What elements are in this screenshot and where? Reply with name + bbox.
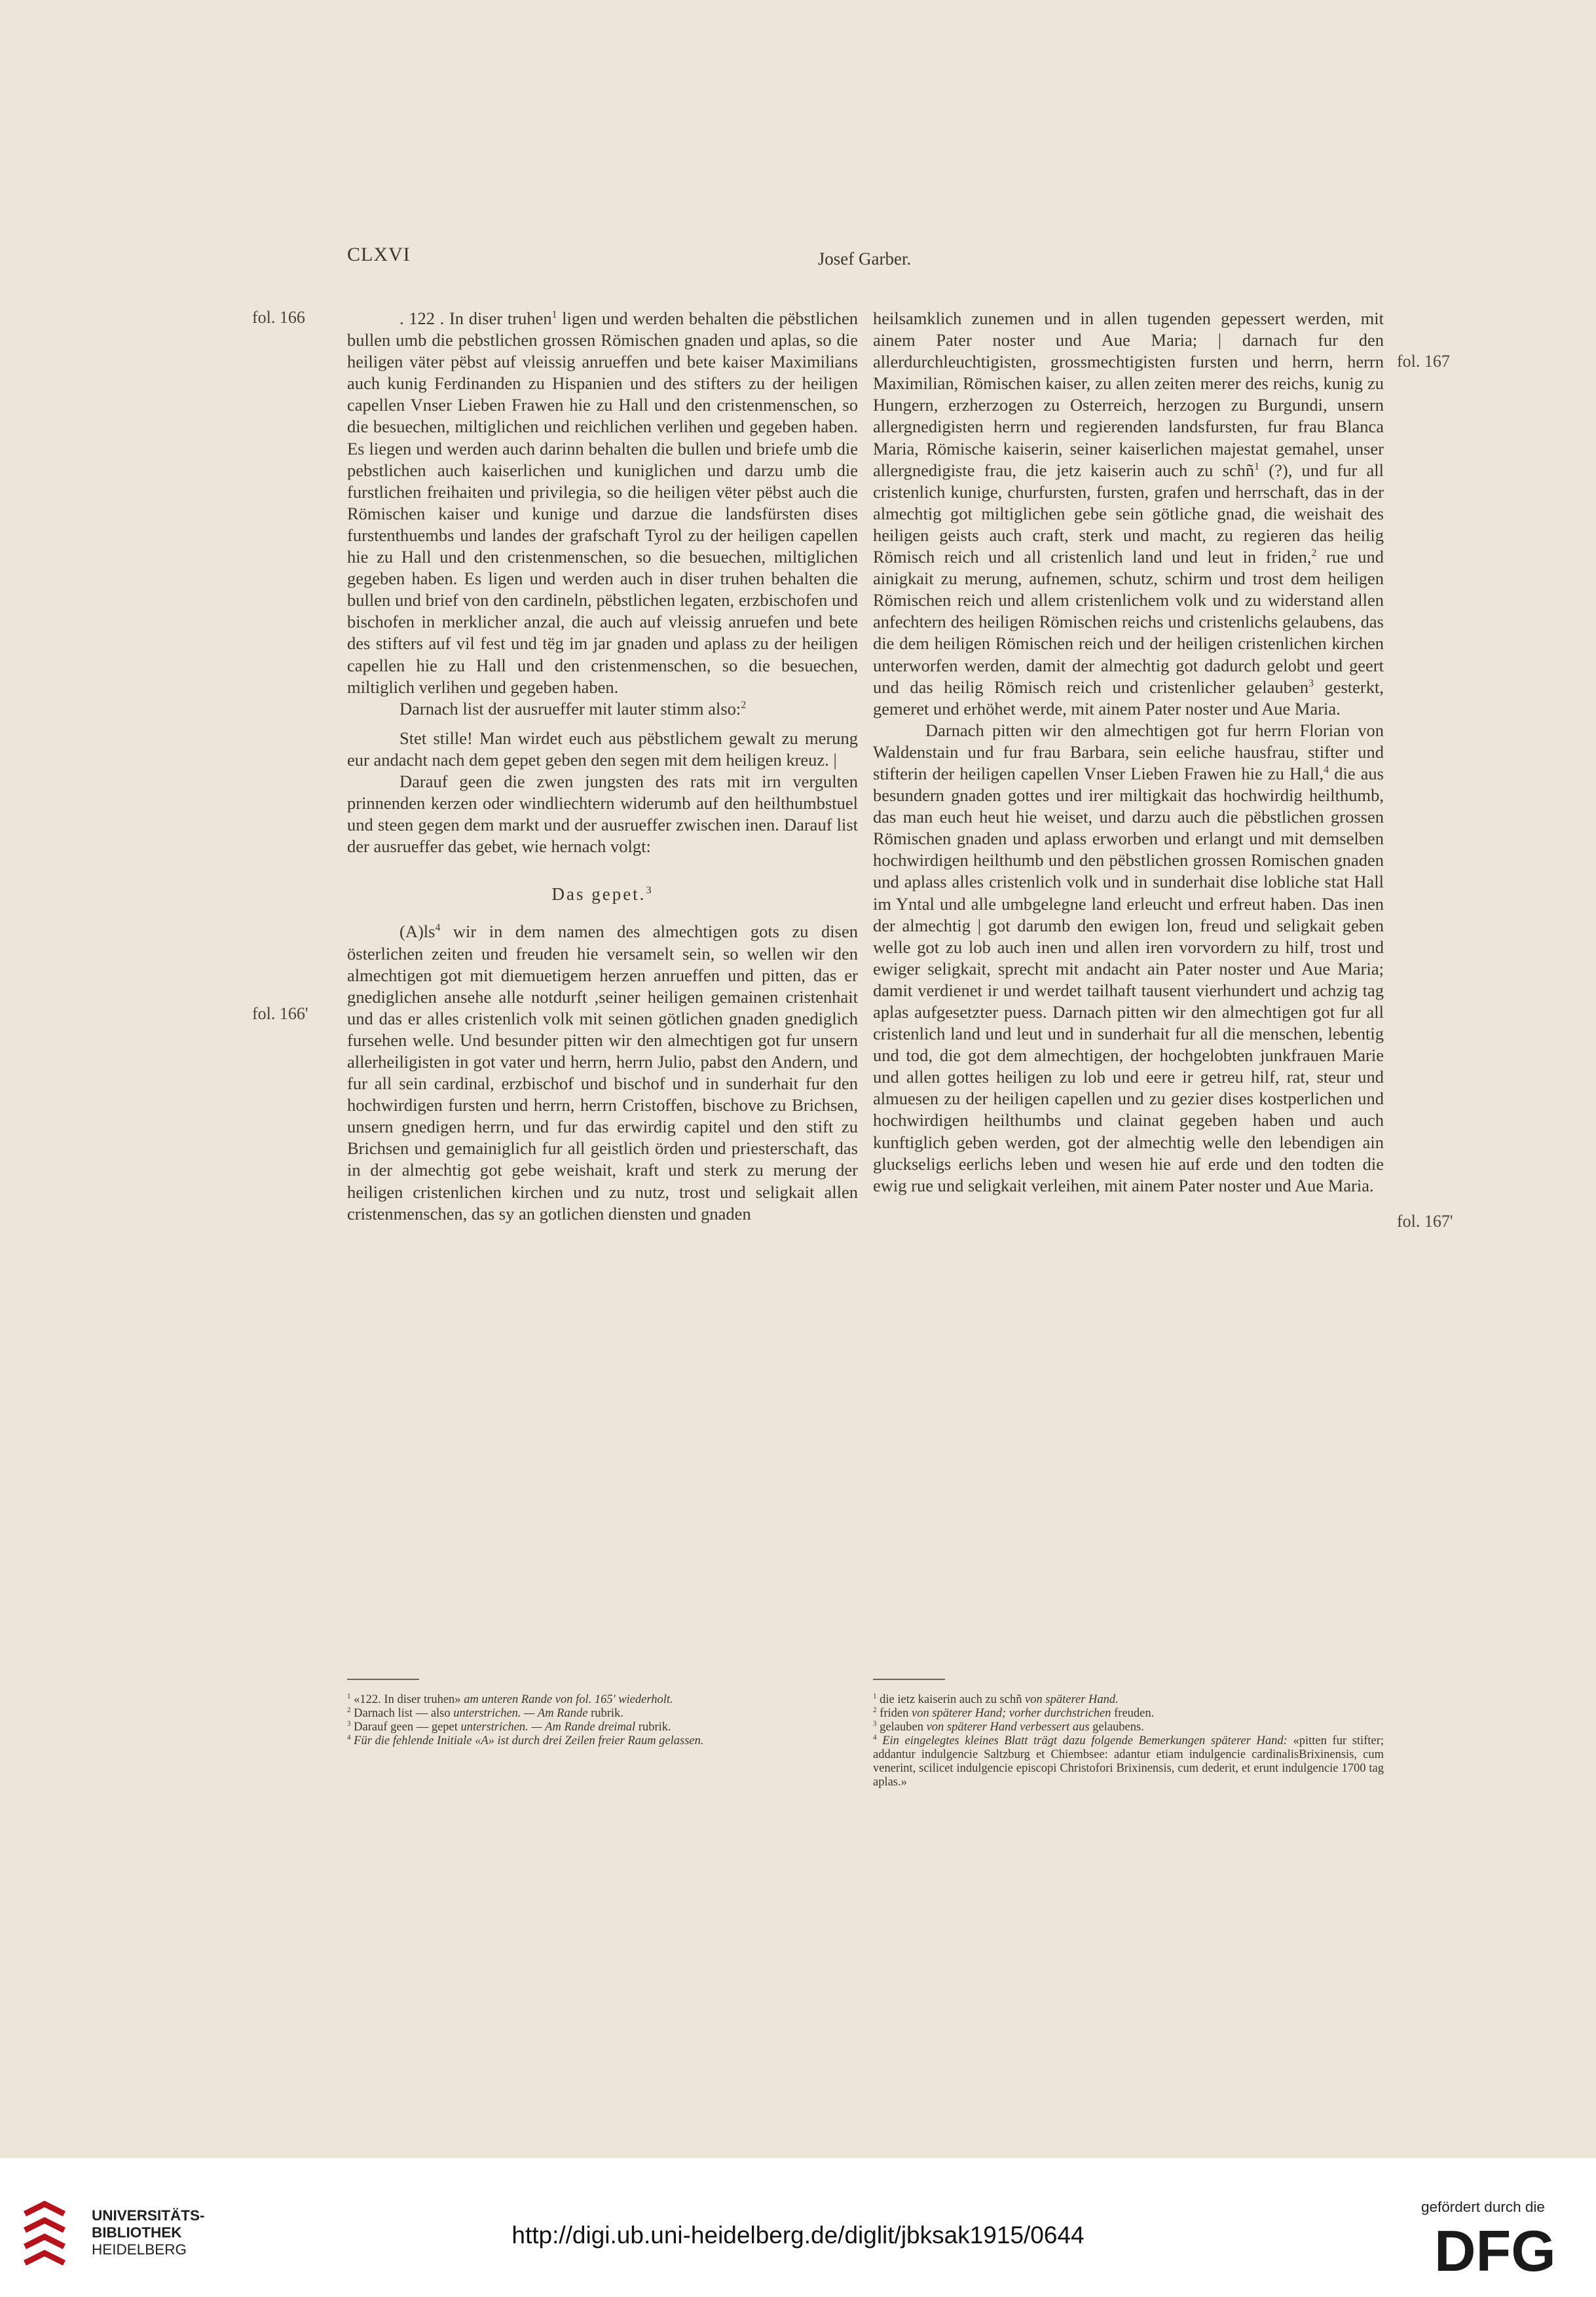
- margin-note-fol-167: fol. 167: [1397, 352, 1450, 371]
- running-title: Josef Garber.: [817, 249, 912, 269]
- entry-number: . 122 .: [399, 308, 445, 328]
- left-column: [347, 308, 858, 1225]
- footnote: $^1$ die ietz kaiserin auch zu schñ von späterer Hand.: [873, 1692, 1119, 1706]
- paragraph: Darnach list der ausrueffer mit lauter stimm also:$^2$: [399, 698, 747, 719]
- margin-note-fol-166v: fol. 166': [252, 1004, 308, 1023]
- right-column: [873, 308, 1384, 1197]
- svg-text:DFG: DFG: [1434, 2224, 1556, 2275]
- footnote-ref: 4: [435, 922, 441, 934]
- paragraph: heilsamklich zunemen und in allen tugenden gepessert werden, mit ainem Pater noster und Aue Maria; | darnach fur den allerdurchleuchtigisten, grossmechtigisten fursten und herrn, herrn Maximilian, Römischen kaiser, zu allen zeiten merer des reichs, kunig zu Hungern, erzherzogen zu Osterreich, herzogen zu Burgundi, unsern allergnedigisten herrn und regierenden landsfursten, fur frau Blanca Maria, Römische kaiserin, seiner kaiserlichen majestat gemahel, unser allergnedigiste frau, die jetz kaiserin auch zu schñ$^1$ (?), und fur all cristenlich kunige, churfursten, fursten, grafen und herrschaft, das in der almechtig got miltiglichen gebe sein götliche gnad, die weishait des heiligen geists auch craft, sterk und macht, zu regieren das heilig Römisch reich und all cristenlich land und leut in friden,$^2$ rue und ainigkait zu merung, aufnemen, schutz, schirm und trost dem heiligen Römischen reich und allem cristenlichem volk und zu widerstand allen anfechtern des heiligen Römischen reichs und cristenlichs gelaubens, das die dem heiligen Römischen reich und der heiligen cristenlichen kirchen unterworfen werden, damit der almechtig got dadurch gelobt und geert und das heilig Römisch reich und cristenlicher gelauben$^3$ gesterkt, gemeret und erhöhet werde, mit ainem Pater noster und Aue Maria.: [873, 308, 1384, 719]
- footnote: $^3$ gelauben von späterer Hand verbessert aus gelaubens.: [873, 1719, 1144, 1734]
- footnote-ref: 2: [741, 699, 747, 711]
- paragraph: Darnach pitten wir den almechtigen got fur herrn Florian von Waldenstain und fur frau Barbara, sein eeliche hausfrau, stifter und stifterin der heiligen capellen Vnser Lieben Frawen hie zu Hall,$^4$ die aus besundern gnaden gottes und irer miltigkait das hochwirdig heilthumb, das man euch heut hie weiset, und darzu auch die pëbstlichen grossen Römischen gnaden und aplass erworben und erlangt und mit demselben hochwirdigen heilthumb und den pëbstlichen grossen Romischen gnaden und aplass alles cristenlich volk und in sunderhait dise lobliche stat Hall im Yntal und alle umbgelegne land erleucht und erfreut haben. Das inen der almechtig | got darumb den ewigen lon, freud und seligkait geben welle got zu lob auch inen und allen iren vorvordern zu hilf, trost und ewiger seligkait, sprecht mit andacht ain Pater noster und Aue Maria; damit verdienet ir und werdet tailhaft tausent vierhundert und achzig tag aplas aufgesetzter puess. Darnach pitten wir den almechtigen got fur all cristenlich land und leut und in sunderhait fur all die menschen, lebentig und tod, die got dem almechtigen, der hochgelobten junkfrauen Marie und allen gottes heiligen zu lob und eere ir getreu hilf, rat, steur und almuesen zu der heiligen capellen und zu gezier dises kostperlichen und hochwirdigen heilthumbs und clainat gegeben haben und auch kunftiglich geben werden, got der almechtig welle den lebendigen ain gluckseligs eerlichs leben und wesen hie auf erde und den todten die ewig rue und seligkait verleihen, mit ainem Pater noster und Aue Maria.: [873, 720, 1384, 1195]
- paragraph: $(A)ls^4$ wir in dem namen des almechtigen gots zu disen österlichen zeiten und freuden hie versamelt sein, so wellen wir den almechtigen got mit diemuetigem herzen anrueffen und pitten, das er gnediglichen ansehe alle notdurft ,seiner heiligen gemainen cristenhait und das er alles cristenlich volk mit seinen götlichen gnaden gnediglich fursehen welle. Und besunder pitten wir den almechtigen got fur unsern allerheiligisten in got vater und herrn, herrn Julio, pabst den Andern, und fur all sein cardinal, erzbischof und bischof und in sunderhait fur den hochwirdigen fursten und herrn, herrn Cristoffen, bischove zu Brichsen, unsern gnedigen herrn, und fur das erwirdig capitel und den stift zu Brichsen und gemainiglich fur all geistlich örden und priesterschaft, das in der almechtig got gebe weishait, kraft und sterk zu merung der heiligen cristenlichen kirchen und zu nutz, trost und seligkait allen cristenmenschen, das sy an gotlichen diensten und gnaden: [347, 922, 858, 1223]
- footnote-ref: 1: [1254, 460, 1260, 472]
- margin-note-fol-167v: fol. 167': [1397, 1212, 1453, 1231]
- page-number: CLXVI: [347, 244, 411, 265]
- footnote-ref: 1: [551, 309, 557, 321]
- footnote: $^2$ friden von späterer Hand; vorher durchstrichen freuden.: [873, 1706, 1155, 1720]
- footnote-ref: 3: [1308, 677, 1314, 689]
- paragraph: . 122 . In diser truhen$^1$ ligen und werden behalten die pëbstlichen bullen umb die pebstlichen grossen Römischen gnaden und aplas, so die heiligen väter pëbst auf vleissig anrueffen und bete kaiser Maximilians auch kunig Ferdinanden zu Hispanien und des stifters zu der heiligen capellen Vnser Lieben Frawen hie zu Hall und den cristenmenschen, so die besuechen, miltiglichen und reichlichen verlihen und gegeben haben. Es liegen und werden auch darinn behalten die bullen und briefe umb die pebstlichen auch kaiserlichen und kuniglichen und darzu umb die furstlichen freihaiten und privilegia, so die heiligen vëter pëbst auch die Römischen kaiser und kunige und darzue die landsfürsten dises furstenthuembs und landes der grafschaft Tyrol zu der heiligen capellen hie zu Hall und den cristenmenschen, so die besuechen, miltiglichen gegeben haben. Es ligen und werden auch in diser truhen behalten die bullen und brief von den cardineln, pëbstlichen legaten, erzbischofen und bischofen in merklicher anzal, die auch auf vleissig anruefen und bete des stifters auf vil fest und tëg im jar gnaden und aplass zu der heiligen capellen hie zu Hall und den cristenmenschen, so die besuechen, miltiglich verlihen und gegeben haben.: [347, 308, 859, 697]
- footnote-ref: 2: [1311, 548, 1317, 559]
- footnote: $^4$ Für die fehlende Initiale «A» ist durch drei Zeilen freier Raum gelassen.: [347, 1733, 704, 1747]
- footnote-rule: [347, 1679, 419, 1680]
- library-name: UNIVERSITÄTS- BIBLIOTHEK HEIDELBERG: [92, 2207, 205, 2258]
- footnote: $^2$ Darnach list — also unterstrichen. — Am Rande rubrik.: [347, 1706, 623, 1720]
- permalink-url[interactable]: http://digi.ub.uni-heidelberg.de/diglit/jbksak1915/0644: [511, 2222, 1085, 2249]
- footnote-ref: 3: [646, 884, 654, 897]
- margin-note-fol-166: fol. 166: [252, 308, 305, 327]
- footnote-rule: [873, 1679, 945, 1680]
- footnotes-right: [873, 1693, 1384, 1789]
- footnote: $^4$ Ein eingelegtes kleines Blatt trägt dazu folgende Bemerkungen späterer Hand: «pitten fur stifter; addantur indulgencie Saltzburg et Chiembsee: adantur etiam indulgencie cardinalisBrixinensis, cum venerint, scilicet indulgencie episcopi Christofori Brixinensis, cum dederit, et erunt indulgencie 1700 tag aplas.»: [873, 1733, 1384, 1789]
- dfg-logo-icon: [1434, 2224, 1578, 2275]
- footnotes-left: [347, 1693, 858, 1748]
- footnote: $^3$ Darauf geen — gepet unterstrichen. — Am Rande dreimal rubrik.: [347, 1719, 671, 1734]
- footer-bar: [0, 2158, 1596, 2297]
- section-heading: Das gepet.$^3$: [551, 884, 654, 905]
- page-header: [347, 244, 1382, 270]
- footnote-ref: 4: [1324, 764, 1329, 776]
- paragraph: Darauf geen die zwen jungsten des rats mit irn vergulten prinnenden kerzen oder windliechtern widerumb auf den heilthumbstuel und steen gegen dem markt und der ausrueffer zwischen inen. Darauf list der ausrueffer das gebet, wie hernach volgt:: [347, 771, 858, 857]
- footnote: $^1$ «122. In diser truhen» am unteren Rande von fol. 165' wiederholt.: [347, 1692, 673, 1706]
- funding-caption: gefördert durch die: [1421, 2199, 1545, 2215]
- paragraph: Stet stille! Man wirdet euch aus pëbstlichem gewalt zu merung eur andacht nach dem gepet geben den segen mit dem heiligen kreuz. |: [347, 728, 858, 770]
